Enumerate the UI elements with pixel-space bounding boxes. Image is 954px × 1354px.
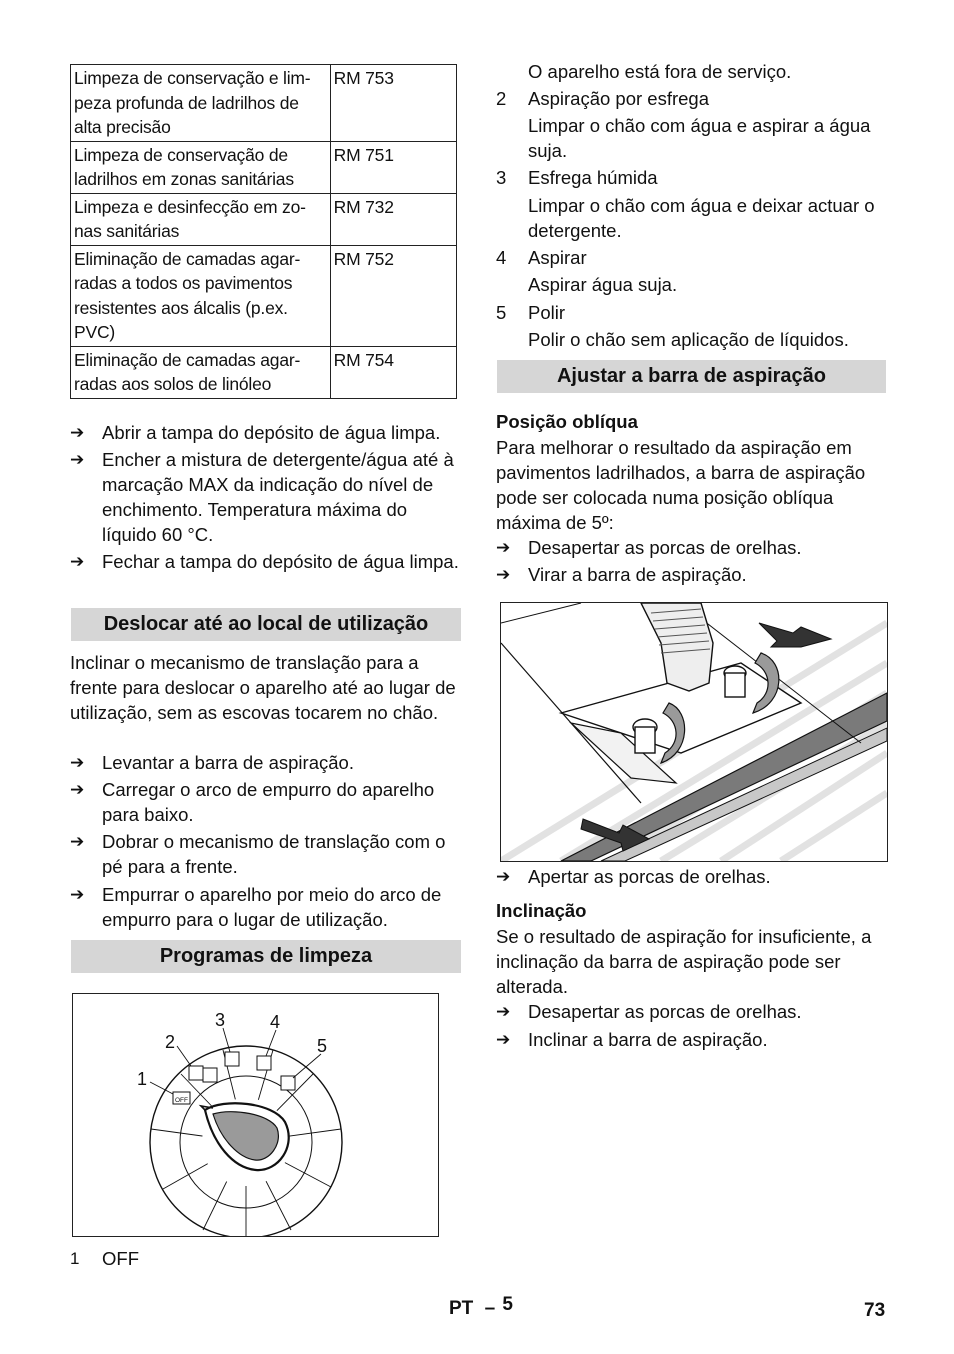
table-cell-code: RM 732 [330,193,456,245]
table-cell-desc: radas a todos os pavimentos [74,273,293,293]
list-item: ➔ Desapertar as porcas de orelhas. [496,1001,802,1022]
table-row [71,65,457,142]
polish-icon [281,1076,295,1090]
arrow-icon: ➔ [70,552,85,571]
squeegee-illustration [501,603,887,861]
paragraph: Inclinar o mecanismo de translação para a frente para deslocar o aparelho até ao lugar de utilização, sem as escovas tocarem no chão. [70,652,456,723]
program-desc: Limpar o chão com água e deixar actuar o detergente. [528,195,875,241]
table-cell-desc: Eliminação de camadas agar- [74,248,301,269]
dial-number-2: 2 [165,1032,176,1052]
legend-item: 1 OFF [70,1248,139,1269]
arrow-icon: ➔ [496,1030,511,1049]
paragraph: Se o resultado de aspiração for insuficiente, a inclinação da barra de aspiração pode ser alterada. [496,926,872,997]
footer-subpage: 5 [502,1294,513,1315]
program-desc: Polir o chão sem aplicação de líquidos. [528,329,849,350]
footer-lang: PT – 5 [449,1294,513,1319]
table-row [71,245,457,346]
table-cell-desc: nas sanitárias [74,221,180,241]
vacuum-icon [257,1056,271,1070]
arrow-icon: ➔ [496,538,511,557]
direction-arrow-icon [759,623,831,647]
arrow-icon: ➔ [70,423,85,442]
section-heading: Ajustar a barra de aspiração [497,360,886,393]
wet-scrub-icon [225,1052,239,1066]
table-cell-code: RM 752 [330,245,456,346]
dial-number-1: 1 [137,1069,148,1089]
subheading: Inclinação [496,900,587,921]
table-cell-desc: Limpeza de conservação de [74,144,288,165]
list-item: ➔ Encher a mistura de detergente/água até à marcação MAX da indicação do nível de enchimento. Temperatura máxima do líquido 60 °C. [70,449,454,545]
program-desc: O aparelho está fora de serviço. [528,61,792,82]
table-cell-code: RM 754 [330,346,456,398]
table-row [71,346,457,398]
page-number: 73 [864,1300,886,1321]
arrow-icon: ➔ [70,885,85,904]
squeegee-figure [500,602,888,862]
list-item: ➔ Abrir a tampa do depósito de água limpa. [70,422,441,443]
list-item: ➔ Virar a barra de aspiração. [496,564,747,585]
section-heading: Programas de limpeza [71,940,461,973]
dial-number-4: 4 [270,1012,281,1032]
arrow-icon: ➔ [70,450,85,469]
arrow-icon: ➔ [70,780,85,799]
section-heading: Deslocar até ao local de utilização [71,608,461,641]
table-cell-desc: resistentes aos álcalis (p.ex. [74,297,288,318]
dial-off-label: OFF [175,1097,188,1104]
list-item: ➔ Inclinar a barra de aspiração. [496,1029,768,1050]
list-item: ➔ Fechar a tampa do depósito de água limpa. [70,551,459,572]
table-cell-desc: radas aos solos de linóleo [74,374,272,394]
table-cell-desc: Eliminação de camadas agar- [74,349,301,370]
list-item: 5 Polir [496,302,566,323]
hose-icon [641,603,713,691]
table-cell-desc: Limpeza de conservação e lim- [74,68,311,88]
table-cell-desc: PVC) [74,322,116,342]
list-item: ➔ Apertar as porcas de orelhas. [496,866,771,887]
list-item: ➔ Levantar a barra de aspiração. [70,752,354,773]
table-cell-code: RM 753 [330,65,456,142]
program-desc: Limpar o chão com água e aspirar a água suja. [528,115,871,161]
program-dial-figure [72,993,439,1237]
subheading: Posição oblíqua [496,411,638,432]
detergent-table [70,64,457,399]
arrow-icon: ➔ [496,565,511,584]
program-desc: Aspirar água suja. [528,274,678,295]
program-dial-illustration [73,994,438,1236]
list-item: ➔ Carregar o arco de empurro do aparelho para baixo. [70,779,435,825]
list-item: ➔ Empurrar o aparelho por meio do arco de empurro para o lugar de utilização. [70,884,442,930]
list-item: 4 Aspirar [496,247,587,268]
arrow-icon: ➔ [496,1002,511,1021]
table-row [71,141,457,193]
dial-number-5: 5 [317,1036,328,1056]
list-item: 3 Esfrega húmida [496,167,658,188]
table-cell-code: RM 751 [330,141,456,193]
arrow-icon: ➔ [70,832,85,851]
table-cell-desc: alta precisão [74,117,171,137]
arrow-icon: ➔ [70,753,85,772]
list-item: ➔ Dobrar o mecanismo de translação com o pé para a frente. [70,831,446,877]
list-item: ➔ Desapertar as porcas de orelhas. [496,537,802,558]
table-row [71,193,457,245]
list-item: 2 Aspiração por esfrega [496,88,709,109]
arrow-icon: ➔ [496,867,511,886]
table-cell-desc: peza profunda de ladrilhos de [74,92,299,113]
table-cell-desc: ladrilhos em zonas sanitárias [74,169,294,189]
paragraph: Para melhorar o resultado da aspiração em pavimentos ladrilhados, a barra de aspiração pode ser colocada numa posição oblíqua máxima de 5º: [496,437,866,533]
scrub-vacuum-icon [189,1066,203,1080]
table-cell-desc: Limpeza e desinfecção em zo- [74,196,306,217]
dial-number-3: 3 [215,1010,226,1030]
